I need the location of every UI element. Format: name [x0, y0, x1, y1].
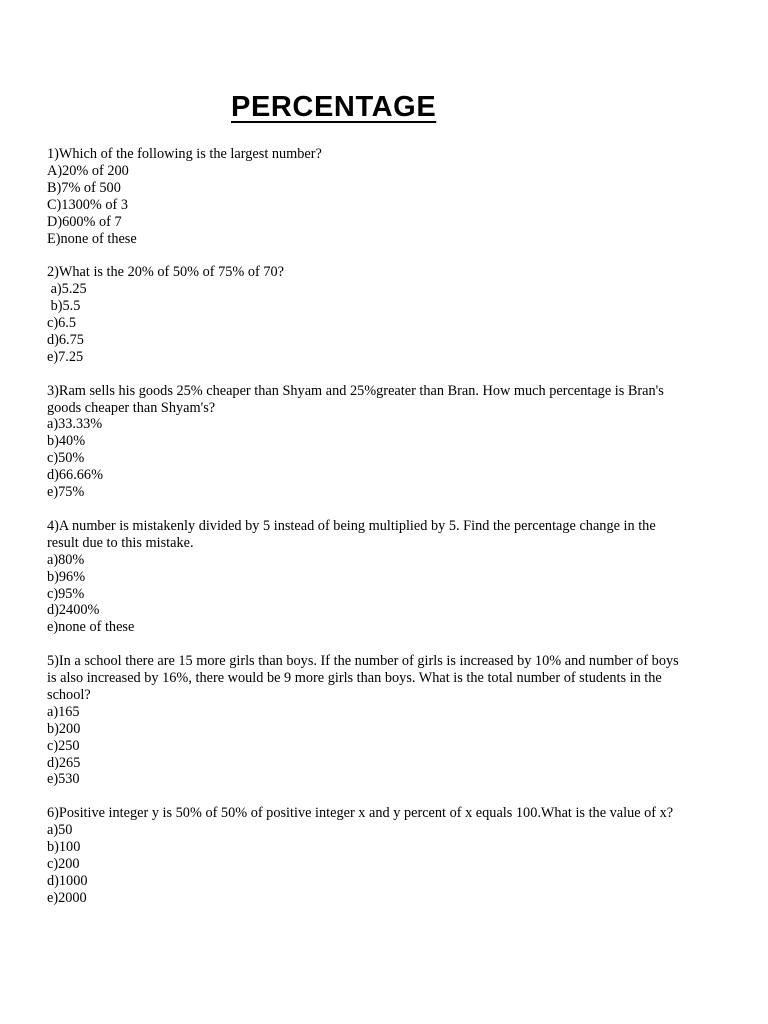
answer-option: d)265 — [47, 754, 81, 771]
page-title: PERCENTAGE — [231, 91, 437, 123]
answer-options — [47, 704, 687, 789]
question-6 — [47, 805, 687, 906]
answer-option: b)5.5 — [47, 298, 81, 315]
question-stem: 2)What is the 20% of 50% of 75% of 70? — [47, 264, 285, 281]
question-4 — [47, 518, 687, 636]
answer-options — [47, 822, 687, 907]
answer-option: c)200 — [47, 855, 80, 872]
answer-option: e)2000 — [47, 889, 87, 906]
answer-option: c)6.5 — [47, 315, 76, 332]
answer-option: b)40% — [47, 433, 86, 450]
answer-option: D)600% of 7 — [47, 213, 122, 230]
answer-option: e)75% — [47, 484, 85, 501]
answer-option: C)1300% of 3 — [47, 196, 129, 213]
question-stem: 5)In a school there are 15 more girls than boys. If the number of girls is increased by 10% and number of boys is also increased by 16%, there would be 9 more girls than boys. What is the total number of students in the school? — [47, 653, 679, 703]
question-stem: 3)Ram sells his goods 25% cheaper than Shyam and 25%greater than Bran. How much percentage is Bran's goods cheaper than Shyam's? — [47, 382, 664, 416]
answer-option: e)530 — [47, 771, 80, 788]
question-stem: 1)Which of the following is the largest number? — [47, 146, 322, 162]
answer-option: a)165 — [47, 703, 80, 720]
answer-option: c)50% — [47, 450, 85, 467]
question-1 — [47, 146, 687, 247]
question-5 — [47, 653, 687, 788]
question-2 — [47, 264, 687, 365]
question-list — [47, 146, 687, 924]
answer-option: A)20% of 200 — [47, 162, 129, 179]
question-3 — [47, 383, 687, 501]
answer-option: b)100 — [47, 839, 81, 856]
answer-options — [47, 163, 687, 248]
answer-option: a)80% — [47, 551, 85, 568]
answer-option: a)5.25 — [47, 281, 87, 298]
answer-option: d)1000 — [47, 872, 88, 889]
answer-option: e)7.25 — [47, 348, 84, 365]
answer-option: E)none of these — [47, 230, 137, 247]
answer-option: d)6.75 — [47, 331, 84, 348]
answer-option: d)2400% — [47, 602, 100, 619]
answer-option: a)33.33% — [47, 416, 103, 433]
answer-options — [47, 416, 687, 501]
answer-options — [47, 281, 687, 366]
answer-option: e)none of these — [47, 619, 135, 636]
question-stem: 6)Positive integer y is 50% of 50% of positive integer x and y percent of x equals 100.What is the value of x? — [47, 805, 674, 822]
answer-option: a)50 — [47, 822, 73, 839]
question-stem: 4)A number is mistakenly divided by 5 instead of being multiplied by 5. Find the percentage change in the result due to this mistake. — [47, 517, 656, 551]
answer-option: b)96% — [47, 568, 86, 585]
answer-option: c)95% — [47, 585, 85, 602]
answer-option: b)200 — [47, 720, 81, 737]
answer-option: d)66.66% — [47, 467, 103, 484]
answer-option: B)7% of 500 — [47, 179, 121, 196]
answer-option: c)250 — [47, 737, 80, 754]
answer-options — [47, 552, 687, 637]
